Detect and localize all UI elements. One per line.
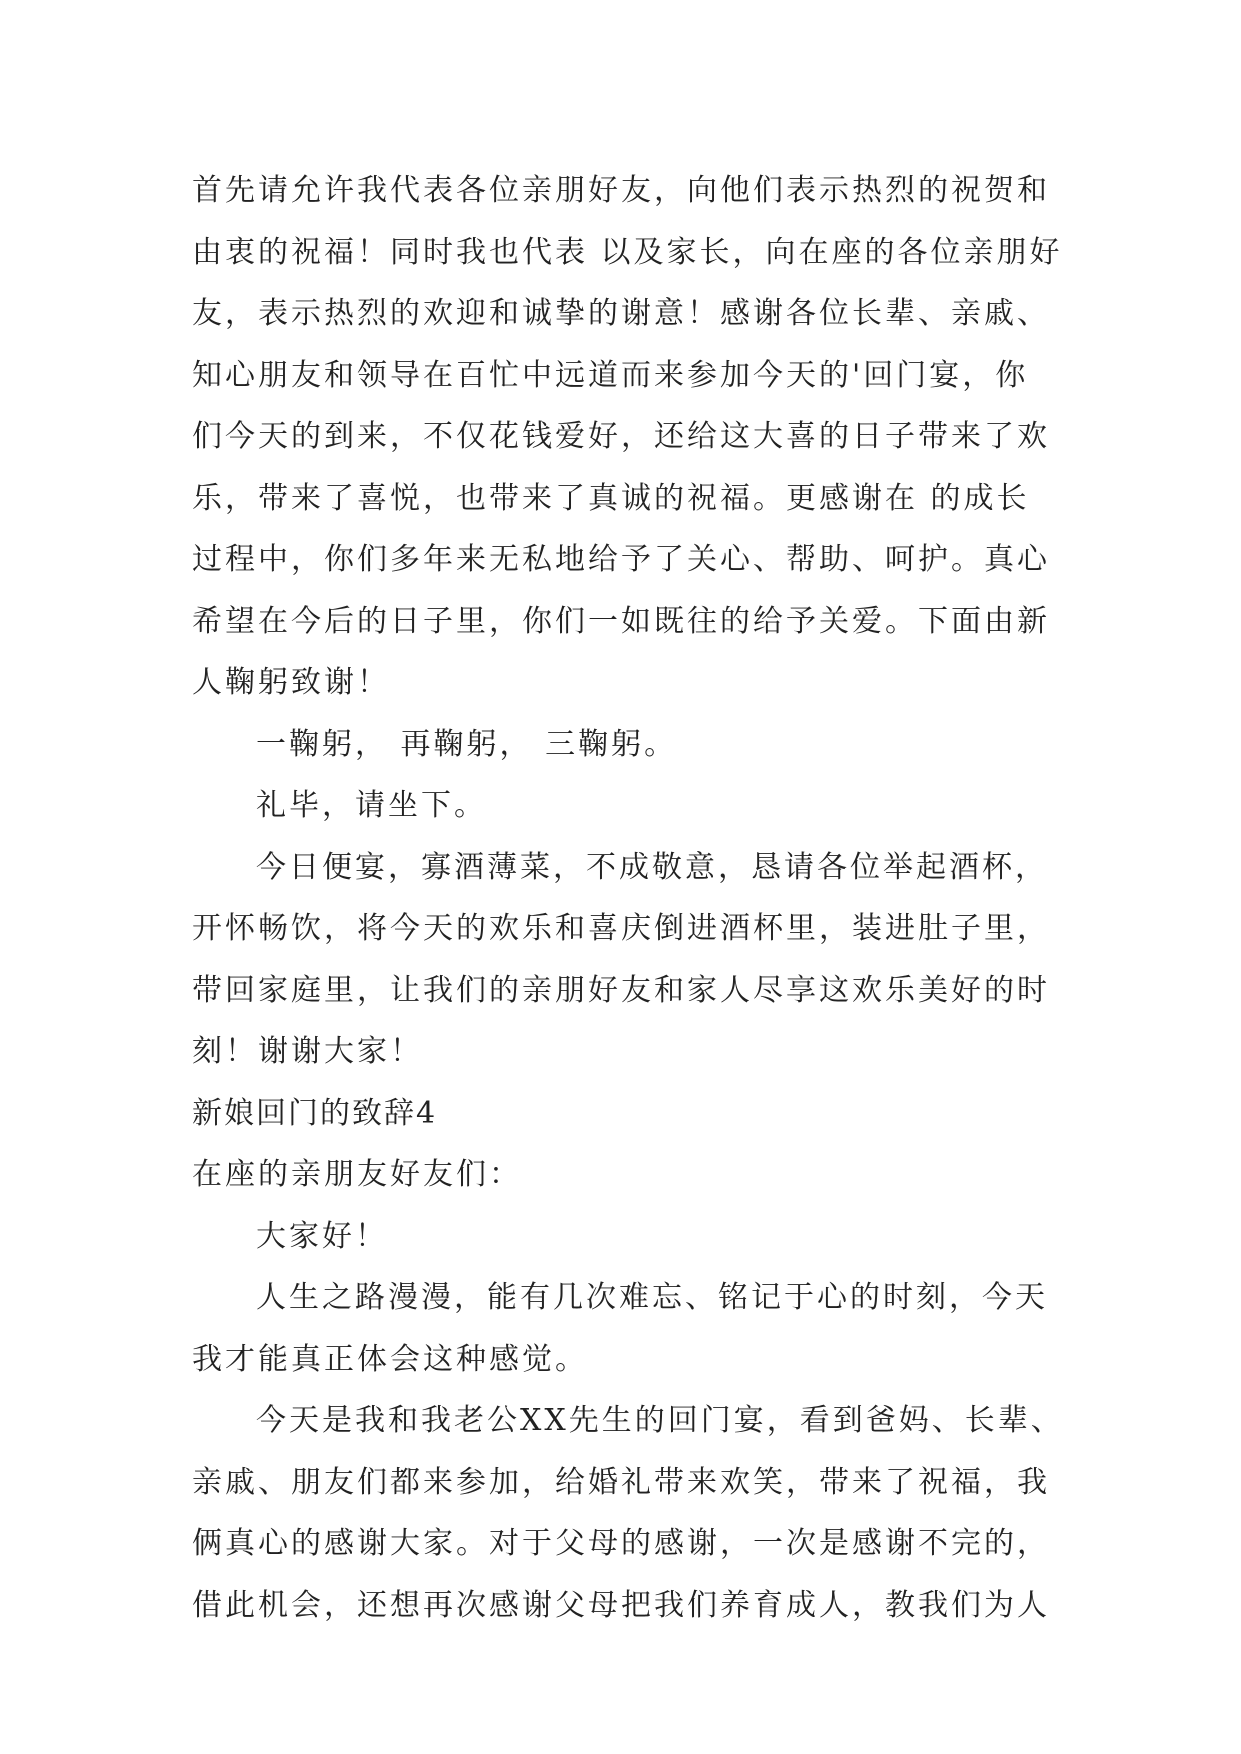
text-line: 刻！谢谢大家！ xyxy=(192,1034,423,1069)
section-title: 新娘回门的致辞4 xyxy=(192,1095,438,1131)
sit-line: 礼毕，请坐下。 xyxy=(256,788,487,823)
bow-line: 一鞠躬， 再鞠躬， 三鞠躬。 xyxy=(256,726,678,762)
text-line: 友，表示热烈的欢迎和诚挚的谢意！感谢各位长辈、亲戚、 xyxy=(192,296,1050,331)
text-line: 乐，带来了喜悦，也带来了真诚的祝福。更感谢在 的成长 xyxy=(192,480,1030,516)
salutation: 在座的亲朋友好友们： xyxy=(192,1157,522,1192)
text-line: 由衷的祝福！同时我也代表 以及家长，向在座的各位亲朋好 xyxy=(192,234,1063,270)
text-line: 今日便宴，寡酒薄菜，不成敬意，恳请各位举起酒杯， xyxy=(256,849,1048,885)
greeting: 大家好！ xyxy=(256,1218,388,1254)
text-line: 开怀畅饮，将今天的欢乐和喜庆倒进酒杯里，装进肚子里， xyxy=(192,911,1050,946)
text-line: 希望在今后的日子里，你们一如既往的给予关爱。下面由新 xyxy=(192,603,1050,639)
paragraph-opening-thanks xyxy=(192,160,1072,714)
paragraph-thanks xyxy=(192,1390,1072,1636)
text-line: 人鞠躬致谢！ xyxy=(192,665,390,700)
text-line: 过程中，你们多年来无私地给予了关心、帮助、呵护。真心 xyxy=(192,542,1050,577)
text-line: 们今天的到来，不仅花钱爱好，还给这大喜的日子带来了欢 xyxy=(192,419,1050,454)
text-line: 俩真心的感谢大家。对于父母的感谢，一次是感谢不完的， xyxy=(192,1526,1050,1561)
text-line: 知心朋友和领导在百忙中远道而来参加今天的'回门宴，你 xyxy=(192,357,1029,393)
text-line: 人生之路漫漫，能有几次难忘、铭记于心的时刻，今天 xyxy=(256,1280,1048,1315)
text-line: 今天是我和我老公XX先生的回门宴，看到爸妈、长辈、 xyxy=(256,1403,1064,1438)
text-line: 我才能真正体会这种感觉。 xyxy=(192,1341,588,1377)
paragraph-life xyxy=(192,1267,1072,1390)
text-line: 借此机会，还想再次感谢父母把我们养育成人，教我们为人 xyxy=(192,1587,1050,1623)
text-line: 首先请允许我代表各位亲朋好友，向他们表示热烈的祝贺和 xyxy=(192,173,1050,208)
text-line: 带回家庭里，让我们的亲朋好友和家人尽享这欢乐美好的时 xyxy=(192,972,1050,1008)
text-line: 亲戚、朋友们都来参加，给婚礼带来欢笑，带来了祝福，我 xyxy=(192,1464,1050,1500)
document-body xyxy=(192,160,1072,1636)
paragraph-toast xyxy=(192,837,1072,1083)
